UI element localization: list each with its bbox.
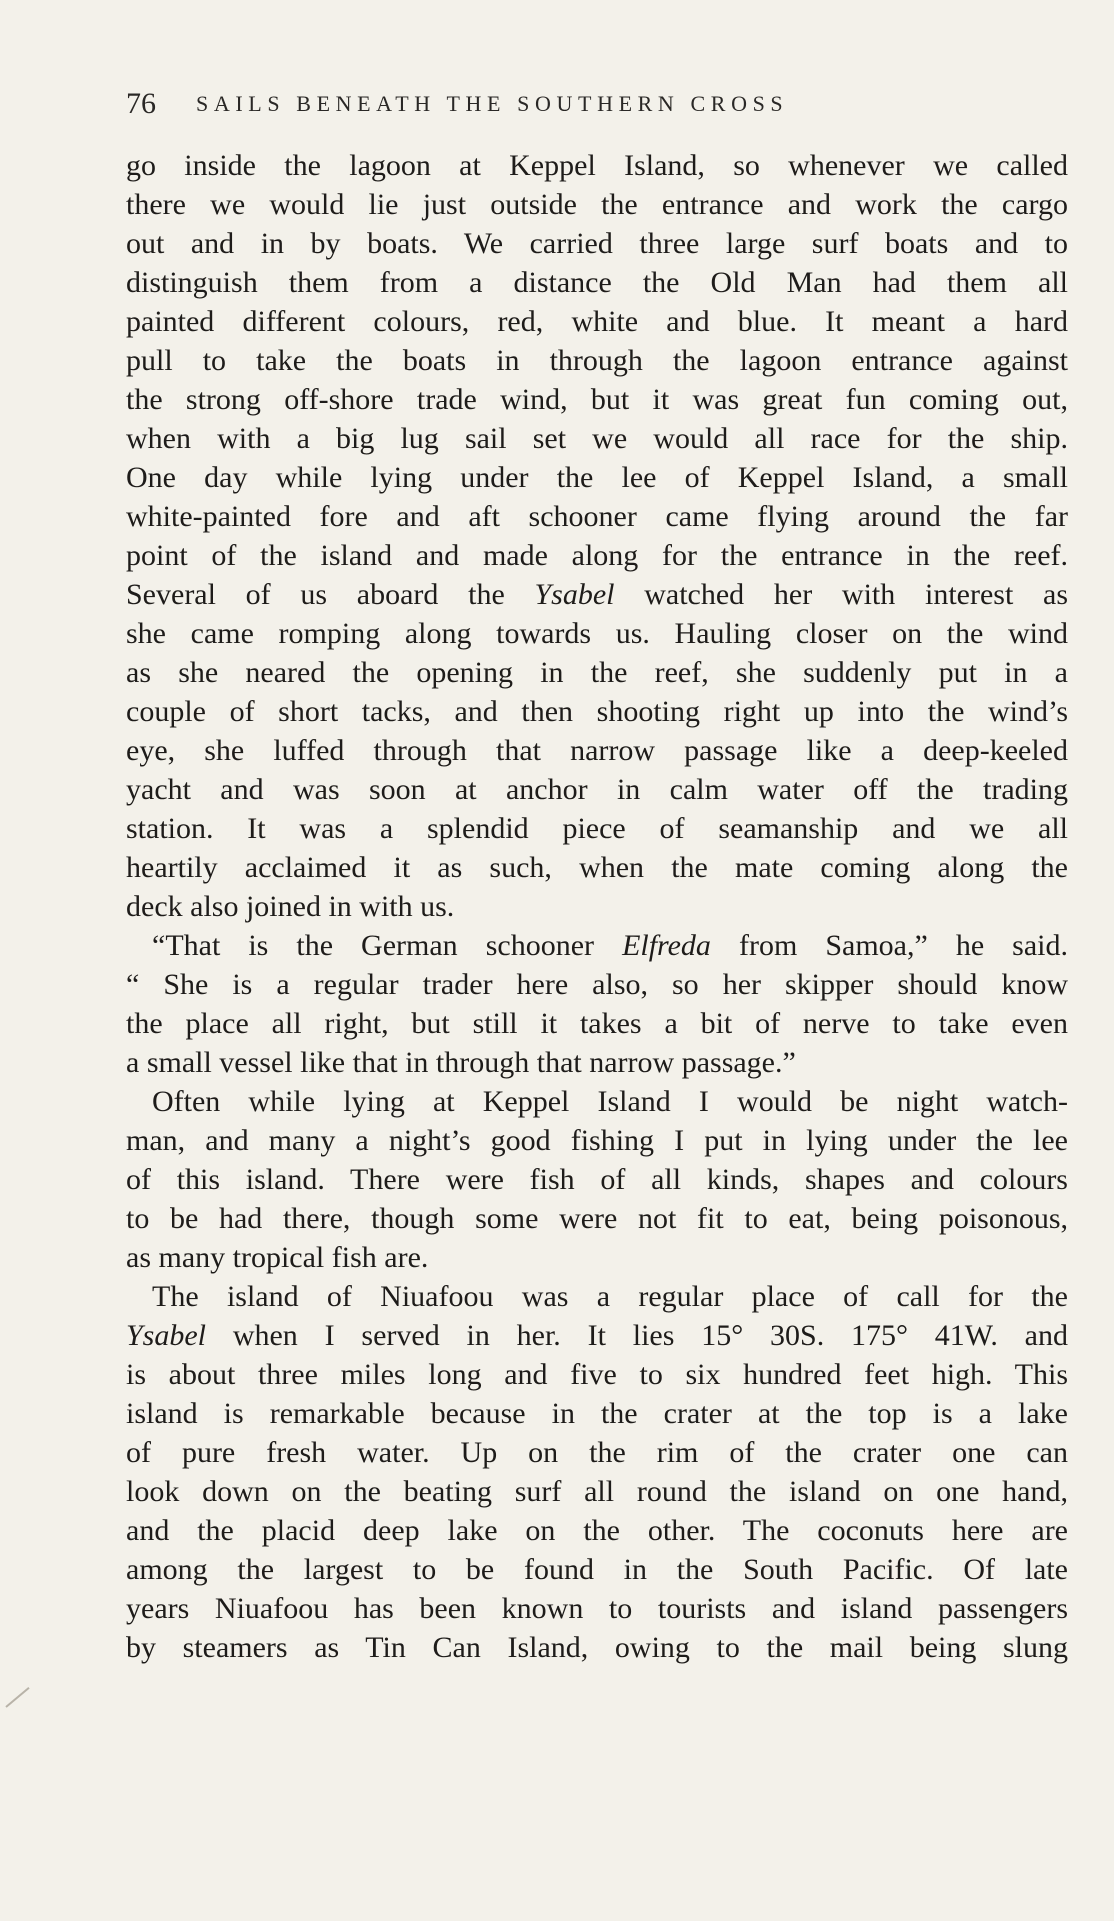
text-line: to be had there, though some were not fit to eat, being poisonous, bbox=[126, 1202, 1068, 1235]
text-line bbox=[126, 575, 1068, 614]
page-number: 76 bbox=[126, 87, 156, 120]
pencil-mark bbox=[5, 1687, 29, 1708]
text-line: go inside the lagoon at Keppel Island, so whenever we called bbox=[126, 149, 1068, 182]
text-run: watched her with interest as bbox=[614, 578, 1068, 611]
text-line: as many tropical fish are. bbox=[126, 1241, 429, 1274]
text-line bbox=[126, 1316, 1068, 1355]
text-line: of this island. There were fish of all kinds, shapes and colours bbox=[126, 1163, 1068, 1196]
text-line: white-painted fore and aft schooner came flying around the far bbox=[126, 500, 1068, 533]
text-line: One day while lying under the lee of Keppel Island, a small bbox=[126, 461, 1068, 494]
text-line: when with a big lug sail set we would all race for the ship. bbox=[126, 422, 1068, 455]
text-line: distinguish them from a distance the Old Man had them all bbox=[126, 266, 1068, 299]
text-run: from Samoa,” he said. bbox=[710, 929, 1069, 962]
text-line bbox=[126, 926, 1068, 965]
text-line: by steamers as Tin Can Island, owing to the mail being slung bbox=[126, 1631, 1068, 1664]
text-line: look down on the beating surf all round the island on one hand, bbox=[126, 1475, 1068, 1508]
text-line: pull to take the boats in through the lagoon entrance against bbox=[126, 344, 1068, 377]
text-line: yacht and was soon at anchor in calm water off the trading bbox=[126, 773, 1068, 806]
text-line: eye, she luffed through that narrow passage like a deep-keeled bbox=[126, 734, 1068, 767]
text-line: of pure fresh water. Up on the rim of the crater one can bbox=[126, 1436, 1068, 1469]
text-line: and the placid deep lake on the other. The coconuts here are bbox=[126, 1514, 1068, 1547]
text-line: years Niuafoou has been known to tourists and island passengers bbox=[126, 1592, 1068, 1625]
text-line: station. It was a splendid piece of seamanship and we all bbox=[126, 812, 1068, 845]
body-text bbox=[126, 146, 1068, 1667]
text-run: Several of us aboard the bbox=[126, 578, 535, 611]
text-line: a small vessel like that in through that narrow passage.” bbox=[126, 1046, 796, 1079]
text-line: The island of Niuafoou was a regular place of call for the bbox=[152, 1280, 1068, 1313]
text-line: Often while lying at Keppel Island I would be night watch- bbox=[152, 1085, 1068, 1118]
page-header bbox=[126, 84, 1016, 124]
text-line: “ She is a regular trader here also, so her skipper should know bbox=[126, 968, 1068, 1001]
text-line: man, and many a night’s good fishing I put in lying under the lee bbox=[126, 1124, 1068, 1157]
text-line: is about three miles long and five to six hundred feet high. This bbox=[126, 1358, 1068, 1391]
text-line: among the largest to be found in the South Pacific. Of late bbox=[126, 1553, 1068, 1586]
ship-name: Elfreda bbox=[622, 929, 711, 962]
text-line: painted different colours, red, white and blue. It meant a hard bbox=[126, 305, 1068, 338]
text-line: the place all right, but still it takes a bit of nerve to take even bbox=[126, 1007, 1068, 1040]
text-line: out and in by boats. We carried three large surf boats and to bbox=[126, 227, 1068, 260]
text-line: there we would lie just outside the entrance and work the cargo bbox=[126, 188, 1068, 221]
text-run: “That is the German schooner bbox=[152, 929, 623, 962]
text-line: point of the island and made along for the entrance in the reef. bbox=[126, 539, 1068, 572]
ship-name: Ysabel bbox=[534, 578, 615, 611]
text-run: when I served in her. It lies 15° 30S. 175° 41W. and bbox=[206, 1319, 1068, 1352]
text-line: couple of short tacks, and then shooting right up into the wind’s bbox=[126, 695, 1068, 728]
text-line: island is remarkable because in the crater at the top is a lake bbox=[126, 1397, 1068, 1430]
text-line: heartily acclaimed it as such, when the mate coming along the bbox=[126, 851, 1068, 884]
running-title: SAILS BENEATH THE SOUTHERN CROSS bbox=[196, 91, 789, 116]
text-line: deck also joined in with us. bbox=[126, 890, 455, 923]
text-line: she came romping along towards us. Hauling closer on the wind bbox=[126, 617, 1068, 650]
text-line: as she neared the opening in the reef, she suddenly put in a bbox=[126, 656, 1068, 689]
text-line: the strong off-shore trade wind, but it was great fun coming out, bbox=[126, 383, 1068, 416]
ship-name: Ysabel bbox=[126, 1319, 207, 1352]
